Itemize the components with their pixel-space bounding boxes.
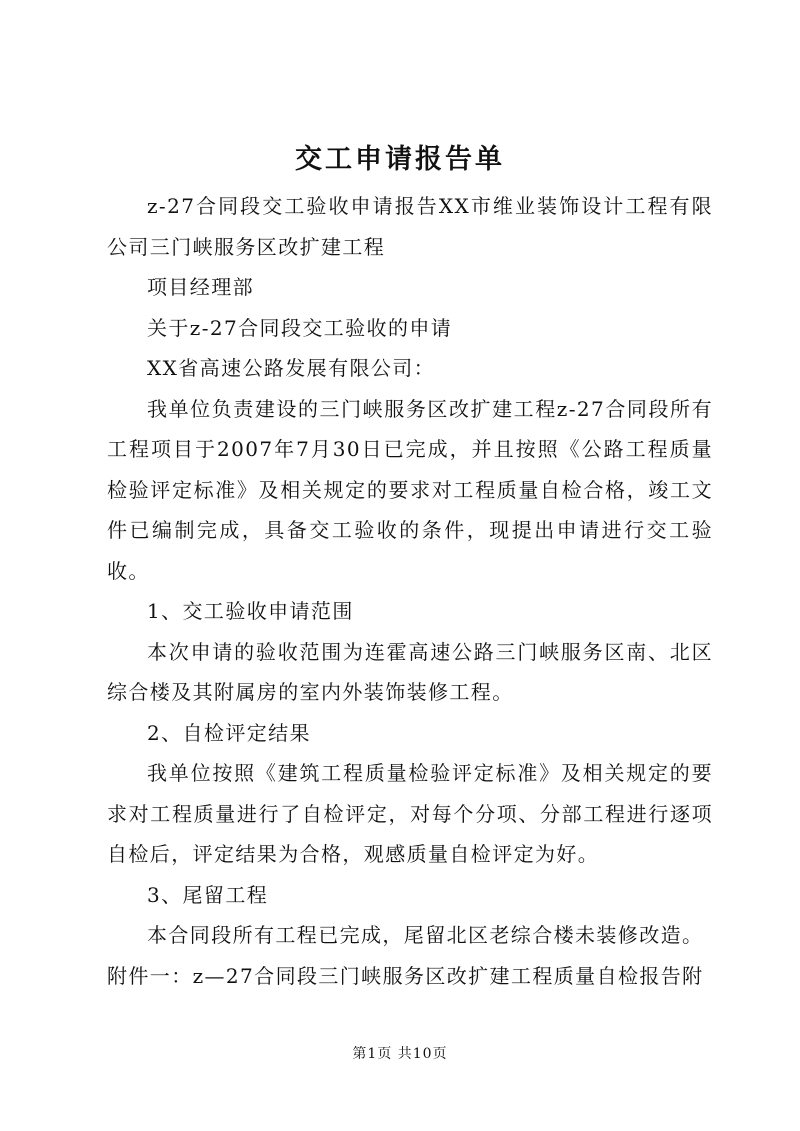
paragraph-remaining-work: 本合同段所有工程已完成，尾留北区老综合楼未装修改造。 [147, 923, 704, 947]
section-heading-scope: 1、交工验收申请范围 [147, 599, 354, 623]
paragraph-department: 项目经理部 [147, 275, 254, 299]
paragraph-contract-header: z-27合同段交工验收申请报告XX市维业装饰设计工程有限公司三门峡服务区改扩建工程 [107, 194, 713, 259]
section-heading-remaining-work: 3、尾留工程 [147, 882, 269, 907]
page-number-footer: 第1页 共10页 [352, 1046, 448, 1062]
paragraph-application: 我单位负责建设的三门峡服务区改扩建工程z-27合同段所有工程项目于2007年7月30日已完成，并且按照《公路工程质量检验评定标准》及相关规定的要求对工程质量自检合格，竣工文件已编制完成，具备交工验收的条件，现提出申请进行交工验收。 [107, 396, 713, 583]
section-heading-self-check: 2、自检评定结果 [147, 720, 311, 745]
document-title: 交工申请报告单 [295, 144, 505, 175]
document-body [107, 186, 713, 996]
paragraph-subject: 关于z-27合同段交工验收的申请 [147, 315, 453, 340]
paragraph-scope: 本次申请的验收范围为连霍高速公路三门峡服务区南、北区综合楼及其附属房的室内外装饰装修工程。 [107, 639, 713, 704]
paragraph-recipient: XX省高速公路发展有限公司： [147, 356, 436, 380]
paragraph-attachment: 附件一：z—27合同段三门峡服务区改扩建工程质量自检报告附 [107, 963, 704, 988]
paragraph-self-check: 我单位按照《建筑工程质量检验评定标准》及相关规定的要求对工程质量进行了自检评定，对每个分项、分部工程进行逐项自检后，评定结果为合格，观感质量自检评定为好。 [107, 761, 713, 866]
